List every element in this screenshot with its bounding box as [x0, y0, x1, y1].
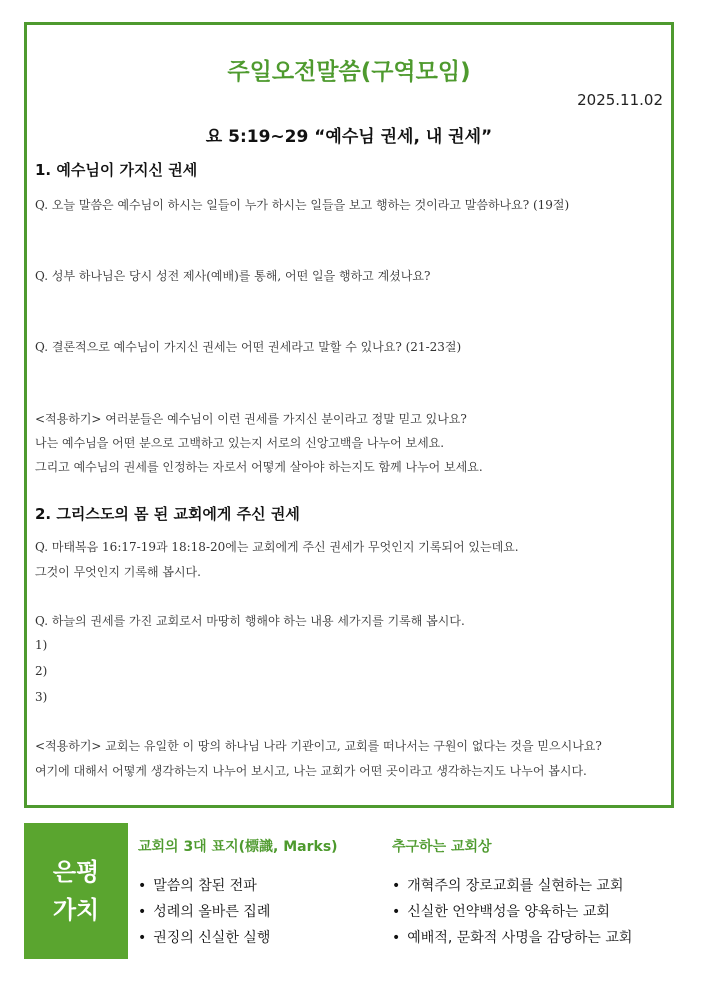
section1-heading: 1. 예수님이 가지신 권세: [35, 161, 198, 179]
list-item: • 말씀의 참된 전파: [138, 876, 270, 902]
list-item: • 성례의 올바른 집례: [138, 902, 270, 928]
question: Q. 성부 하나님은 당시 성전 제사(예배)를 통해, 어떤 일을 행하고 계셨나요?: [35, 269, 431, 283]
date: 2025.11.02: [577, 91, 663, 109]
question: Q. 마태복음 16:17-19과 18:18-20에는 교회에게 주신 권세가 무엇인지 기록되어 있는데요.: [35, 540, 519, 554]
list-item: • 예배적, 문화적 사명을 감당하는 교회: [392, 928, 632, 954]
question: Q. 하늘의 권세를 가진 교회로서 마땅히 행해야 하는 내용 세가지를 기록해 봅시다.: [35, 614, 465, 628]
scripture-passage: 요 5:19~29 “예수님 권세, 내 권세”: [205, 127, 493, 147]
question: Q. 오늘 말씀은 예수님이 하시는 일들이 누가 하시는 일들을 보고 행하는 것이라고 말씀하나요? (19절): [35, 198, 570, 212]
answer-blank: 3): [35, 690, 48, 704]
answer-blank: 1): [35, 638, 48, 652]
answer-blank: 2): [35, 664, 48, 678]
list-item: • 권징의 신실한 실행: [138, 928, 270, 954]
ideal-list: [392, 876, 632, 954]
apply-line: 그리고 예수님의 권세를 인정하는 자로서 어떻게 살아야 하는지도 함께 나누어 보세요.: [35, 460, 483, 474]
banner-line: 가치: [52, 896, 100, 924]
marks-list: [138, 876, 270, 954]
question: 그것이 무엇인지 기록해 봅시다.: [35, 565, 201, 579]
list-item: • 개혁주의 장로교회를 실현하는 교회: [392, 876, 632, 902]
apply-line: <적용하기> 여러분들은 예수님이 이런 권세를 가지신 분이라고 정말 믿고 있나요?: [35, 412, 467, 426]
ideal-heading: 추구하는 교회상: [392, 839, 492, 855]
apply-line: 나는 예수님을 어떤 분으로 고백하고 있는지 서로의 신앙고백을 나누어 보세요.: [35, 436, 445, 450]
section2-heading: 2. 그리스도의 몸 된 교회에게 주신 권세: [35, 505, 300, 523]
banner-line: 은평: [52, 858, 100, 886]
values-banner: [24, 823, 128, 959]
marks-heading: 교회의 3대 표지(標識, Marks): [138, 839, 338, 855]
page-title: 주일오전말씀(구역모임): [227, 59, 471, 85]
list-item: • 신실한 언약백성을 양육하는 교회: [392, 902, 632, 928]
apply-line: 여기에 대해서 어떻게 생각하는지 나누어 보시고, 나는 교회가 어떤 곳이라고 생각하는지도 나누어 봅시다.: [35, 764, 587, 778]
worksheet-frame: [24, 22, 674, 808]
question: Q. 결론적으로 예수님이 가지신 권세는 어떤 권세라고 말할 수 있나요? (21-23절): [35, 340, 462, 354]
apply-line: <적용하기> 교회는 유일한 이 땅의 하나님 나라 기관이고, 교회를 떠나서는 구원이 없다는 것을 믿으시나요?: [35, 739, 602, 753]
